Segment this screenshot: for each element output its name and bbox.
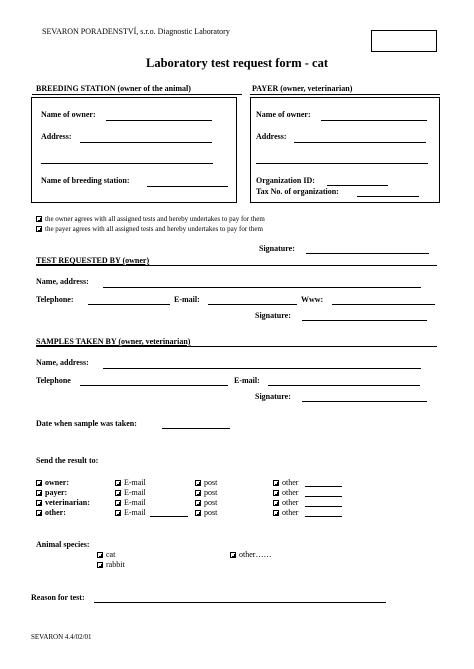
test-telephone-field[interactable] <box>88 304 170 305</box>
payer-owner-field[interactable] <box>321 120 427 121</box>
breeding-station-heading: BREEDING STATION (owner of the animal) <box>36 84 191 93</box>
test-email-field[interactable] <box>208 304 297 305</box>
send-who-payer[interactable]: payer: <box>36 488 67 497</box>
checkbox-icon[interactable] <box>273 480 279 486</box>
payer-address-field-2[interactable] <box>256 163 428 164</box>
checkbox-icon[interactable] <box>36 480 42 486</box>
samples-name-field[interactable] <box>103 368 421 369</box>
payer-heading-underline <box>250 94 440 95</box>
send-email-other[interactable]: E-mail <box>115 508 146 517</box>
checkbox-icon[interactable] <box>115 490 121 496</box>
samples-telephone-field[interactable] <box>80 385 228 386</box>
checkbox-icon[interactable] <box>36 226 42 232</box>
send-post-owner[interactable]: post <box>195 478 217 487</box>
lab-number-box[interactable] <box>371 30 437 52</box>
payer-owner-label: Name of owner: <box>256 110 311 119</box>
breeding-owner-label: Name of owner: <box>41 110 96 119</box>
breeding-address-label: Address: <box>41 132 72 141</box>
send-other-payer[interactable]: other <box>273 488 298 497</box>
test-www-label: Www: <box>301 295 324 304</box>
send-who-veterinarian[interactable]: veterinarian: <box>36 498 90 507</box>
send-other-other-field[interactable] <box>305 516 342 517</box>
send-post-veterinarian[interactable]: post <box>195 498 217 507</box>
test-name-field[interactable] <box>103 287 421 288</box>
agreement-owner[interactable]: the owner agrees with all assigned tests and hereby undertakes to pay for them <box>36 215 265 223</box>
reason-label: Reason for test: <box>31 593 85 602</box>
payer-org-id-field[interactable] <box>327 185 388 186</box>
form-title: Laboratory test request form - cat <box>145 56 328 70</box>
test-requested-rule <box>36 265 437 266</box>
payer-tax-field[interactable] <box>357 196 419 197</box>
species-cat[interactable]: cat <box>97 550 115 559</box>
send-result-heading: Send the result to: <box>36 456 99 465</box>
checkbox-icon[interactable] <box>97 552 103 558</box>
test-name-label: Name, address: <box>36 277 89 286</box>
species-rabbit[interactable]: rabbit <box>97 560 125 569</box>
test-signature-field[interactable] <box>302 320 427 321</box>
send-post-other[interactable]: post <box>195 508 217 517</box>
samples-rule <box>36 346 437 347</box>
send-other-owner-field[interactable] <box>305 486 342 487</box>
send-email-other-field[interactable] <box>150 516 188 517</box>
checkbox-icon[interactable] <box>273 490 279 496</box>
checkbox-icon[interactable] <box>195 500 201 506</box>
send-who-other[interactable]: other: <box>36 508 66 517</box>
breeding-owner-field[interactable] <box>106 120 212 121</box>
send-who-owner[interactable]: owner: <box>36 478 69 487</box>
send-email-owner[interactable]: E-mail <box>115 478 146 487</box>
checkbox-icon[interactable] <box>115 480 121 486</box>
test-www-field[interactable] <box>332 304 435 305</box>
samples-email-label: E-mail: <box>234 376 260 385</box>
send-post-payer[interactable]: post <box>195 488 217 497</box>
send-other-payer-field[interactable] <box>305 496 342 497</box>
samples-signature-label: Signature: <box>255 392 291 401</box>
payer-address-label: Address: <box>256 132 287 141</box>
checkbox-icon[interactable] <box>36 216 42 222</box>
samples-name-label: Name, address: <box>36 358 89 367</box>
samples-email-field[interactable] <box>268 385 420 386</box>
breeding-heading-underline <box>32 94 242 95</box>
checkbox-icon[interactable] <box>230 552 236 558</box>
send-email-veterinarian[interactable]: E-mail <box>115 498 146 507</box>
payer-tax-label: Tax No. of organization: <box>256 187 339 196</box>
payer-address-field[interactable] <box>294 142 426 143</box>
checkbox-icon[interactable] <box>195 490 201 496</box>
samples-telephone-label: Telephone <box>36 376 71 385</box>
agreement-payer[interactable]: the payer agrees with all assigned tests and hereby undertakes to pay for them <box>36 225 263 233</box>
test-email-label: E-mail: <box>174 295 200 304</box>
date-field[interactable] <box>162 428 230 429</box>
checkbox-icon[interactable] <box>195 510 201 516</box>
agreement-signature-field[interactable] <box>306 253 429 254</box>
test-requested-heading: TEST REQUESTED BY (owner) <box>36 256 150 265</box>
form-code: SEVARON 4.4/02/01 <box>31 633 92 641</box>
reason-field[interactable] <box>94 602 386 603</box>
breeding-station-name-field[interactable] <box>147 186 228 187</box>
send-other-veterinarian-field[interactable] <box>305 506 342 507</box>
send-other-other[interactable]: other <box>273 508 298 517</box>
species-other[interactable]: other…… <box>230 550 271 559</box>
checkbox-icon[interactable] <box>36 500 42 506</box>
date-label: Date when sample was taken: <box>36 419 137 428</box>
checkbox-icon[interactable] <box>195 480 201 486</box>
checkbox-icon[interactable] <box>115 500 121 506</box>
checkbox-icon[interactable] <box>36 510 42 516</box>
breeding-station-name-label: Name of breeding station: <box>41 176 130 185</box>
company-name: SEVARON PORADENSTVÍ, s.r.o. Diagnostic Laboratory <box>42 27 230 36</box>
payer-heading: PAYER (owner, veterinarian) <box>252 84 353 93</box>
samples-signature-field[interactable] <box>302 401 427 402</box>
checkbox-icon[interactable] <box>36 490 42 496</box>
send-other-owner[interactable]: other <box>273 478 298 487</box>
test-telephone-label: Telephone: <box>36 295 74 304</box>
agreement-signature-label: Signature: <box>259 244 295 253</box>
species-heading: Animal species: <box>36 540 90 549</box>
payer-org-id-label: Organization ID: <box>256 176 315 185</box>
test-signature-label: Signature: <box>255 311 291 320</box>
breeding-address-field-2[interactable] <box>41 163 213 164</box>
breeding-address-field[interactable] <box>80 142 212 143</box>
samples-heading: SAMPLES TAKEN BY (owner, veterinarian) <box>36 337 191 346</box>
checkbox-icon[interactable] <box>273 510 279 516</box>
checkbox-icon[interactable] <box>273 500 279 506</box>
send-email-payer[interactable]: E-mail <box>115 488 146 497</box>
send-other-veterinarian[interactable]: other <box>273 498 298 507</box>
checkbox-icon[interactable] <box>115 510 121 516</box>
checkbox-icon[interactable] <box>97 562 103 568</box>
